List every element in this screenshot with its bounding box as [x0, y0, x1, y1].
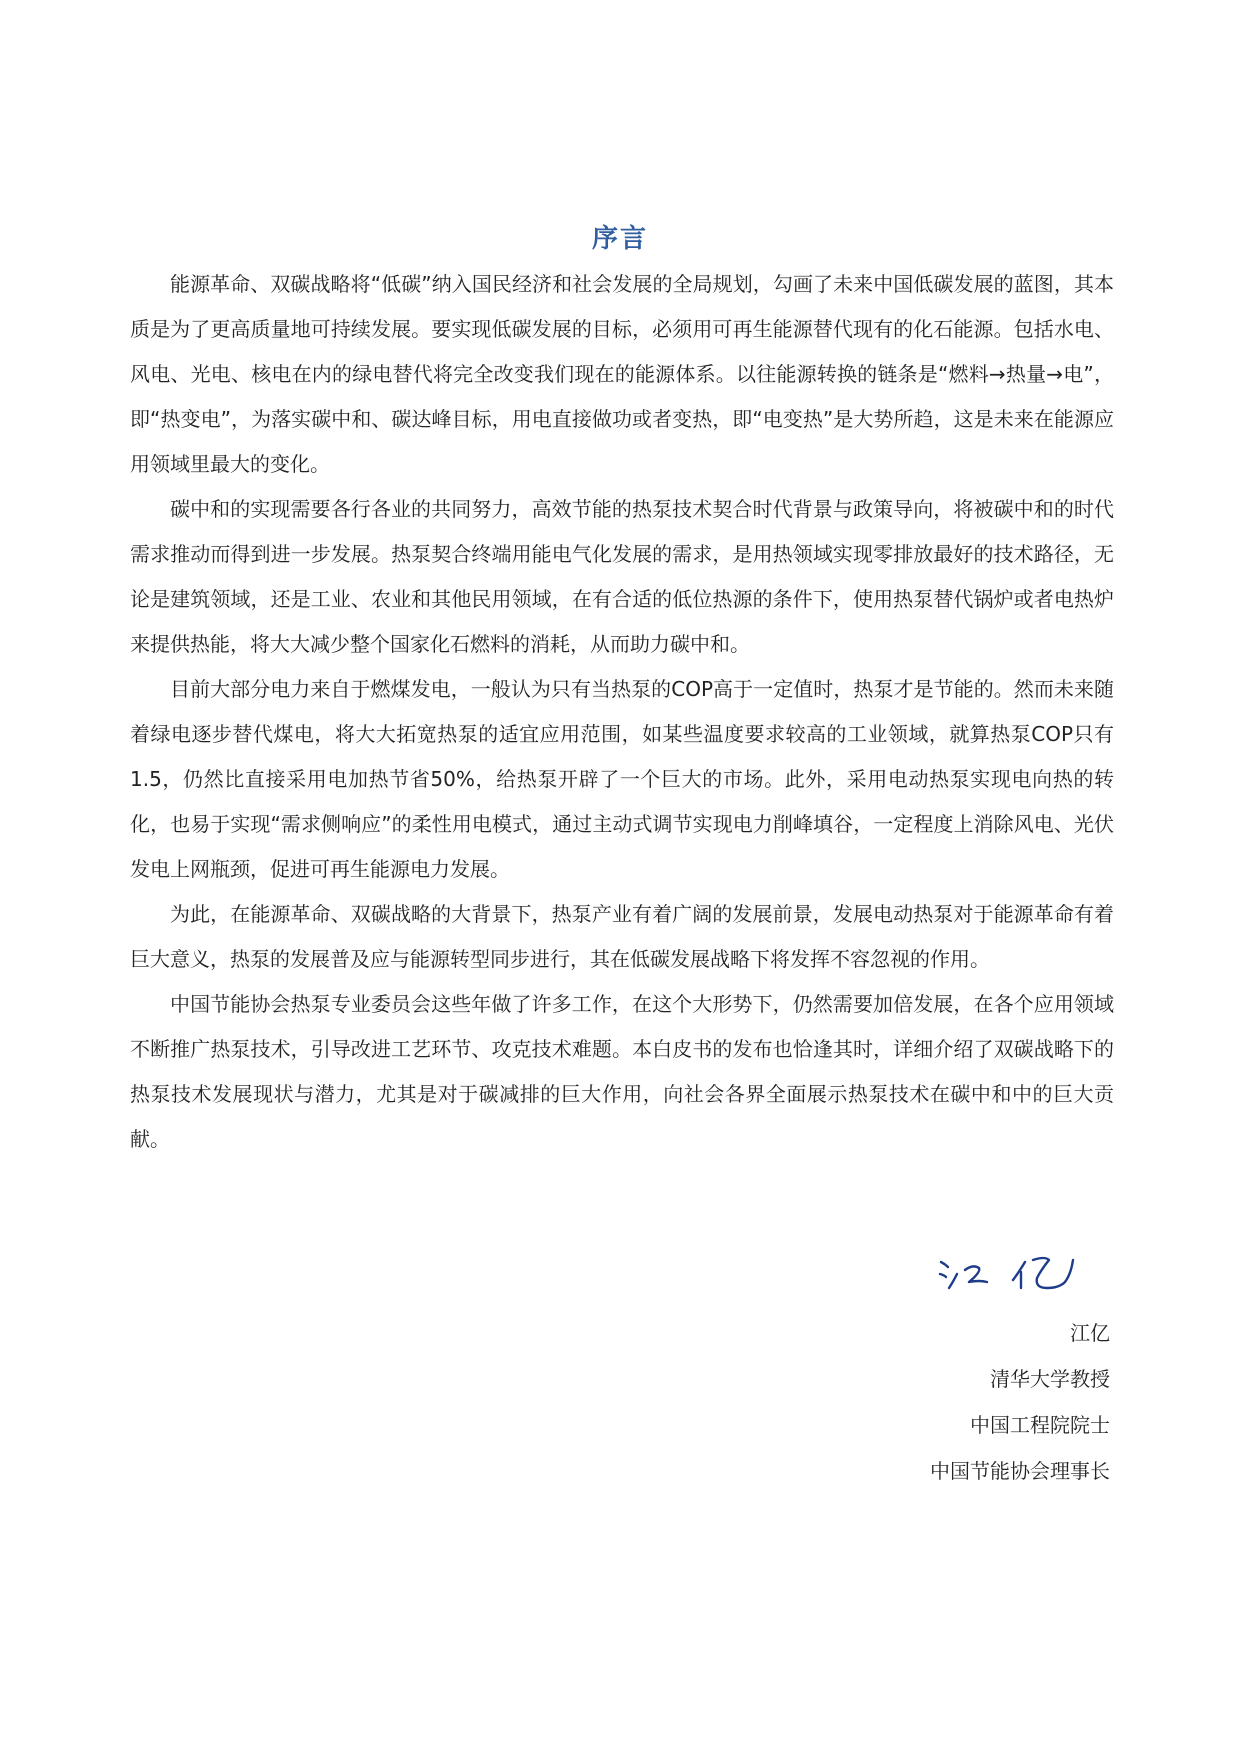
paragraph-2: 碳中和的实现需要各行各业的共同努力，高效节能的热泵技术契合时代背景与政策导向，将被碳中和的时代需求推动而得到进一步发展。热泵契合终端用能电气化发展的需求，是用热领域实现零排放最好的技术路径，无论是建筑领域，还是工业、农业和其他民用领域，在有合适的低位热源的条件下，使用热泵替代锅炉或者电热炉来提供热能，将大大减少整个国家化石燃料的消耗，从而助力碳中和。: [130, 497, 1114, 656]
author-name: 江亿: [1070, 1321, 1110, 1345]
paragraph-5: 中国节能协会热泵专业委员会这些年做了许多工作，在这个大形势下，仍然需要加倍发展，在各个应用领域不断推广热泵技术，引导改进工艺环节、攻克技术难题。本白皮书的发布也恰逢其时，详细介绍了双碳战略下的热泵技术发展现状与潜力，尤其是对于碳减排的巨大作用，向社会各界全面展示热泵技术在碳中和中的巨大贡献。: [130, 992, 1114, 1151]
author-title-3: 中国节能协会理事长: [930, 1459, 1110, 1483]
signature-block: [930, 1310, 1110, 1494]
author-title-1: 清华大学教授: [990, 1367, 1110, 1391]
page-title: 序言: [591, 224, 648, 254]
paragraph-3: 目前大部分电力来自于燃煤发电，一般认为只有当热泵的COP高于一定值时，热泵才是节能的。然而未来随着绿电逐步替代煤电，将大大拓宽热泵的适宜应用范围，如某些温度要求较高的工业领域，就算热泵COP只有1.5，仍然比直接采用电加热节省50%，给热泵开辟了一个巨大的市场。此外，采用电动热泵实现电向热的转化，也易于实现“需求侧响应”的柔性用电模式，通过主动式调节实现电力削峰填谷，一定程度上消除风电、光伏发电上网瓶颈，促进可再生能源电力发展。: [130, 677, 1114, 881]
paragraph-1: 能源革命、双碳战略将“低碳”纳入国民经济和社会发展的全局规划，勾画了未来中国低碳发展的蓝图，其本质是为了更高质量地可持续发展。要实现低碳发展的目标，必须用可再生能源替代现有的化石能源。包括水电、风电、光电、核电在内的绿电替代将完全改变我们现在的能源体系。以往能源转换的链条是“燃料→热量→电”，即“热变电”，为落实碳中和、碳达峰目标，用电直接做功或者变热，即“电变热”是大势所趋，这是未来在能源应用领域里最大的变化。: [130, 272, 1114, 476]
author-title-2: 中国工程院院士: [970, 1413, 1110, 1437]
preface-body: [130, 262, 1114, 1162]
handwritten-signature: [935, 1240, 1115, 1300]
paragraph-4: 为此，在能源革命、双碳战略的大背景下，热泵产业有着广阔的发展前景，发展电动热泵对于能源革命有着巨大意义，热泵的发展普及应与能源转型同步进行，其在低碳发展战略下将发挥不容忽视的作用。: [130, 902, 1114, 971]
